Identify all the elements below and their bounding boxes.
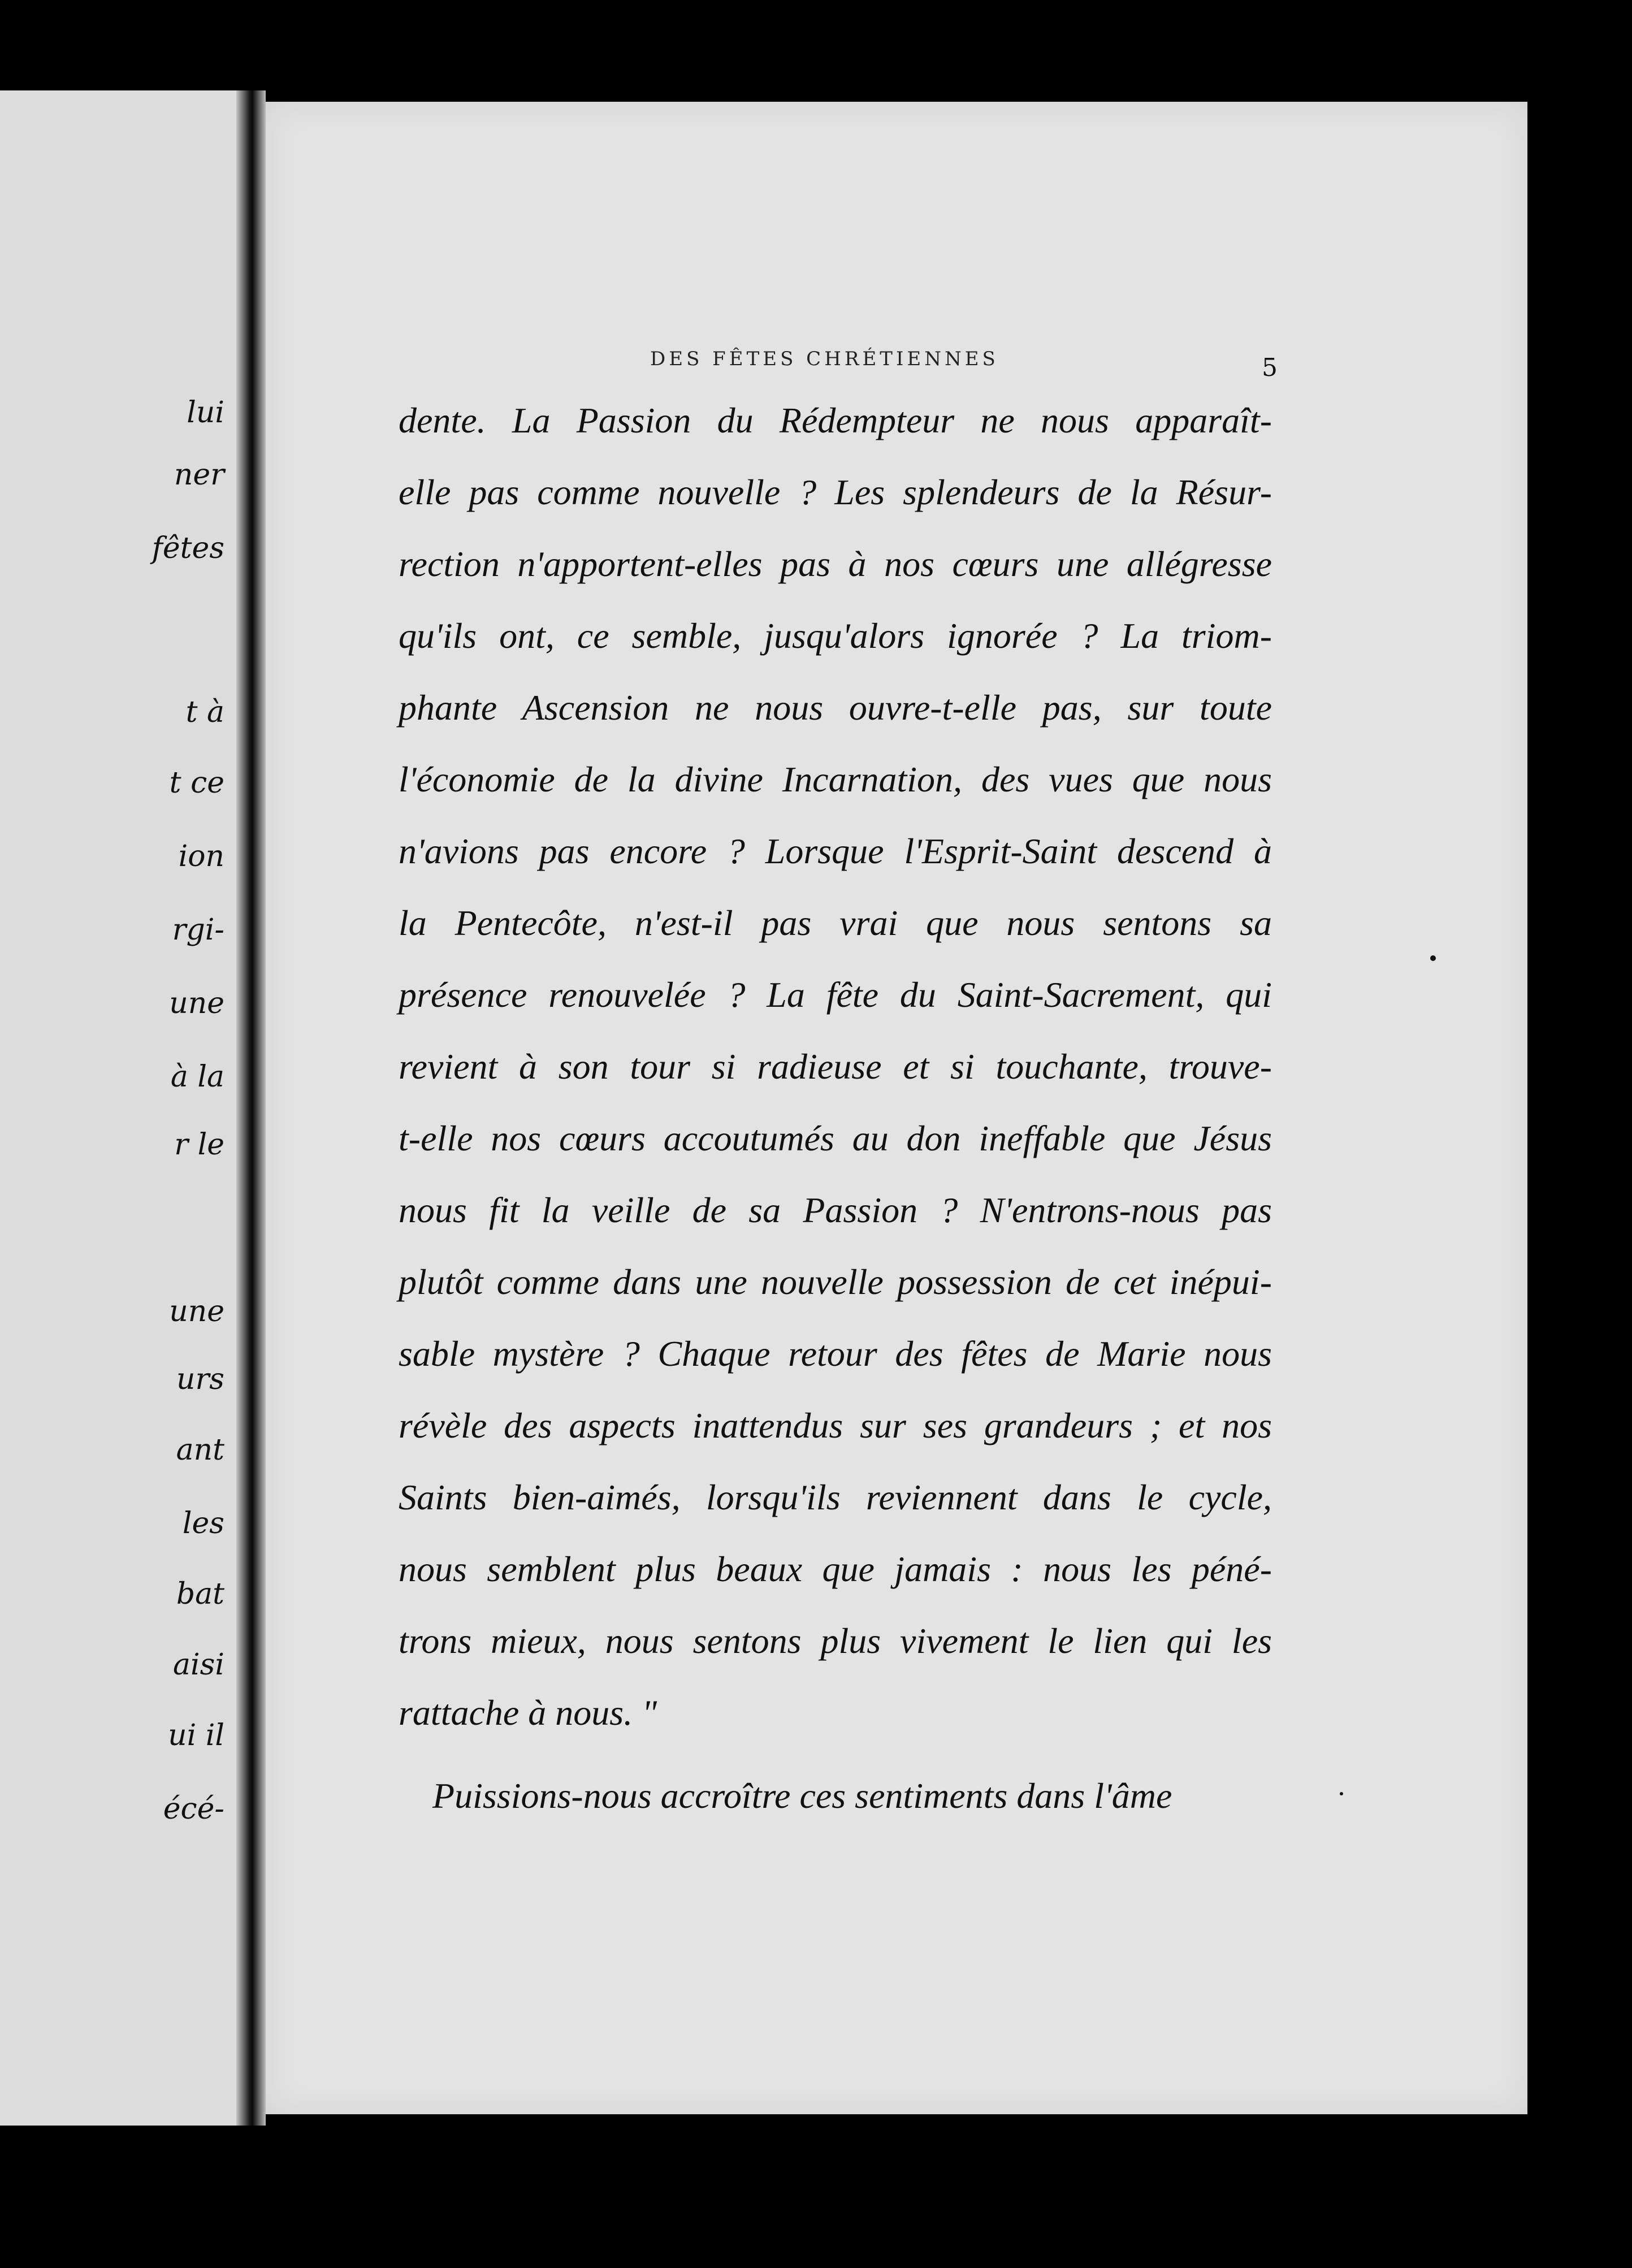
left-page-line: ion (178, 839, 224, 873)
text-line: présence renouvelée ? La fête du Saint-Sacrement, qui (399, 975, 1272, 1015)
left-page-line: urs (176, 1362, 224, 1396)
left-page-line: rgi- (172, 913, 224, 947)
text-line: l'économie de la divine Incarnation, des vues que nous (399, 759, 1272, 799)
text-line: dente. La Passion du Rédempteur ne nous apparaît- (399, 400, 1272, 440)
body-text (399, 384, 1272, 1832)
paragraph-start-line: Puissions-nous accroître ces sentiments dans l'âme (432, 1776, 1172, 1816)
book-gutter (236, 90, 266, 2126)
left-page-line: ui il (168, 1719, 224, 1752)
left-page-line: écé- (163, 1792, 224, 1826)
text-line: Saints bien-aimés, lorsqu'ils reviennent dans le cycle, (399, 1477, 1272, 1517)
left-page-line: une (169, 986, 224, 1020)
text-line: rection n'apportent-elles pas à nos cœurs une allégresse (399, 544, 1272, 584)
left-page-line: aisi (173, 1648, 224, 1682)
running-head: DES FÊTES CHRÉTIENNES (650, 348, 999, 370)
text-line: rattache à nous. " (399, 1693, 657, 1733)
left-page-line: t ce (169, 766, 224, 800)
left-page-line: ner (174, 458, 224, 492)
left-page-line: fêtes (151, 531, 224, 565)
left-page-line: à la (170, 1060, 224, 1094)
text-line: qu'ils ont, ce semble, jusqu'alors ignorée ? La triom- (399, 616, 1272, 656)
text-line: nous fit la veille de sa Passion ? N'entrons-nous pas (399, 1190, 1272, 1230)
left-page-line: t à (185, 695, 224, 729)
page-number: 5 (1262, 353, 1278, 382)
text-line: revient à son tour si radieuse et si touchante, trouve- (399, 1046, 1272, 1087)
left-page-line: ant (176, 1433, 224, 1467)
speck (1340, 1792, 1343, 1795)
text-line: sable mystère ? Chaque retour des fêtes de Marie nous (399, 1334, 1272, 1374)
left-page-line: bat (176, 1577, 224, 1611)
text-line: plutôt comme dans une nouvelle possession de cet inépui- (399, 1262, 1272, 1302)
left-page-line: lui (187, 396, 224, 430)
text-line: révèle des aspects inattendus sur ses grandeurs ; et nos (399, 1405, 1272, 1445)
text-line: n'avions pas encore ? Lorsque l'Esprit-Saint descend à (399, 831, 1272, 871)
text-line: t-elle nos cœurs accoutumés au don ineffable que Jésus (399, 1118, 1272, 1158)
text-line: phante Ascension ne nous ouvre-t-elle pas, sur toute (399, 687, 1272, 728)
speck (1430, 955, 1436, 961)
text-line: elle pas comme nouvelle ? Les splendeurs de la Résur- (399, 472, 1272, 512)
left-page-line: les (182, 1507, 224, 1540)
text-line: la Pentecôte, n'est-il pas vrai que nous sentons sa (399, 903, 1272, 943)
text-line: trons mieux, nous sentons plus vivement le lien qui les (399, 1621, 1272, 1661)
text-line: nous semblent plus beaux que jamais : nous les péné- (399, 1549, 1272, 1589)
left-page-line: r le (174, 1128, 224, 1162)
left-page-line: une (169, 1295, 224, 1328)
